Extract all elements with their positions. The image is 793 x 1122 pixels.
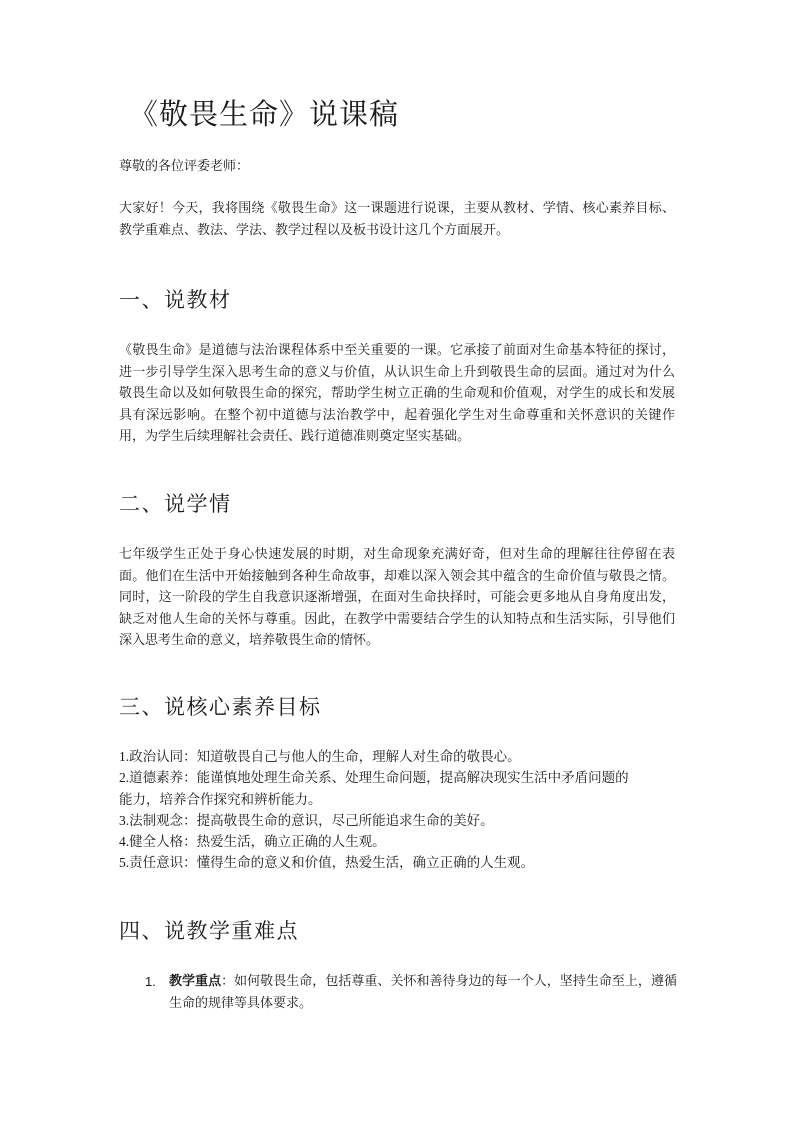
key-point-text: ：如何敬畏生命，包括尊重、关怀和善待身边的每一个人，坚持生命至上，遵循生命的规律等具体要求。 xyxy=(169,974,677,1011)
section-heading-goals: 三、说核心素养目标 xyxy=(119,695,322,719)
students-paragraph: 七年级学生正处于身心快速发展的时期，对生命现象充满好奇，但对生命的理解往往停留在表面。他们在生活中开始接触到各种生命故事，却难以深入领会其中蕴含的生命价值与敬畏之情。同时，这一阶段的学生自我意识逐渐增强，在面对生命抉择时，可能会更多地从自身角度出发，缺乏对他人生命的关怀与尊重。因此，在教学中需要结合学生的认知特点和生活实际，引导他们深入思考生命的意义，培养敬畏生命的情怀。 xyxy=(119,547,675,648)
goal-item: 能力，培养合作探究和辨析能力。 xyxy=(119,791,322,807)
goals-list xyxy=(119,746,679,874)
goal-item: 1.政治认同：知道敬畏自己与他人的生命，理解人对生命的敬畏心。 xyxy=(119,749,521,764)
greeting-paragraph: 尊敬的各位评委老师： xyxy=(119,159,250,174)
key-point-label: 教学重点 xyxy=(169,974,222,989)
intro-paragraph: 大家好！今天，我将围绕《敬畏生命》这一课题进行说课，主要从教材、学情、核心素养目标、教学重难点、教法、学法、教学过程以及板书设计这几个方面展开。 xyxy=(119,201,675,238)
section-heading-textbook: 一、说教材 xyxy=(119,288,232,312)
key-point-item xyxy=(145,971,677,1014)
section-heading-students: 二、说学情 xyxy=(119,492,232,516)
goal-item: 4.健全人格：热爱生活，确立正确的人生观。 xyxy=(119,834,386,850)
key-point-body xyxy=(169,971,677,1014)
section-heading-key-points: 四、说教学重难点 xyxy=(119,919,299,943)
textbook-paragraph: 《敬畏生命》是道德与法治课程体系中至关重要的一课。它承接了前面对生命基本特征的探讨，进一步引导学生深入思考生命的意义与价值，从认识生命上升到敬畏生命的层面。通过对为什么敬畏生命以及如何敬畏生命的探究，帮助学生树立正确的生命观和价值观，对学生的成长和发展具有深远影响。在整个初中道德与法治教学中，起着强化学生对生命尊重和关怀意识的关键作用，为学生后续理解社会责任、践行道德准则奠定坚实基础。 xyxy=(119,343,675,444)
goal-item: 3.法制观念：提高敬畏生命的意识，尽己所能追求生命的美好。 xyxy=(119,812,494,828)
document-title: 《敬畏生命》说课稿 xyxy=(129,97,400,131)
goal-item: 2.道德素养：能谨慎地处理生命关系、处理生命问题，提高解决现实生活中矛盾问题的 xyxy=(119,770,629,786)
goal-item: 5.责任意识：懂得生命的意义和价值，热爱生活，确立正确的人生观。 xyxy=(119,855,535,871)
key-point-number: 1. xyxy=(145,974,156,989)
